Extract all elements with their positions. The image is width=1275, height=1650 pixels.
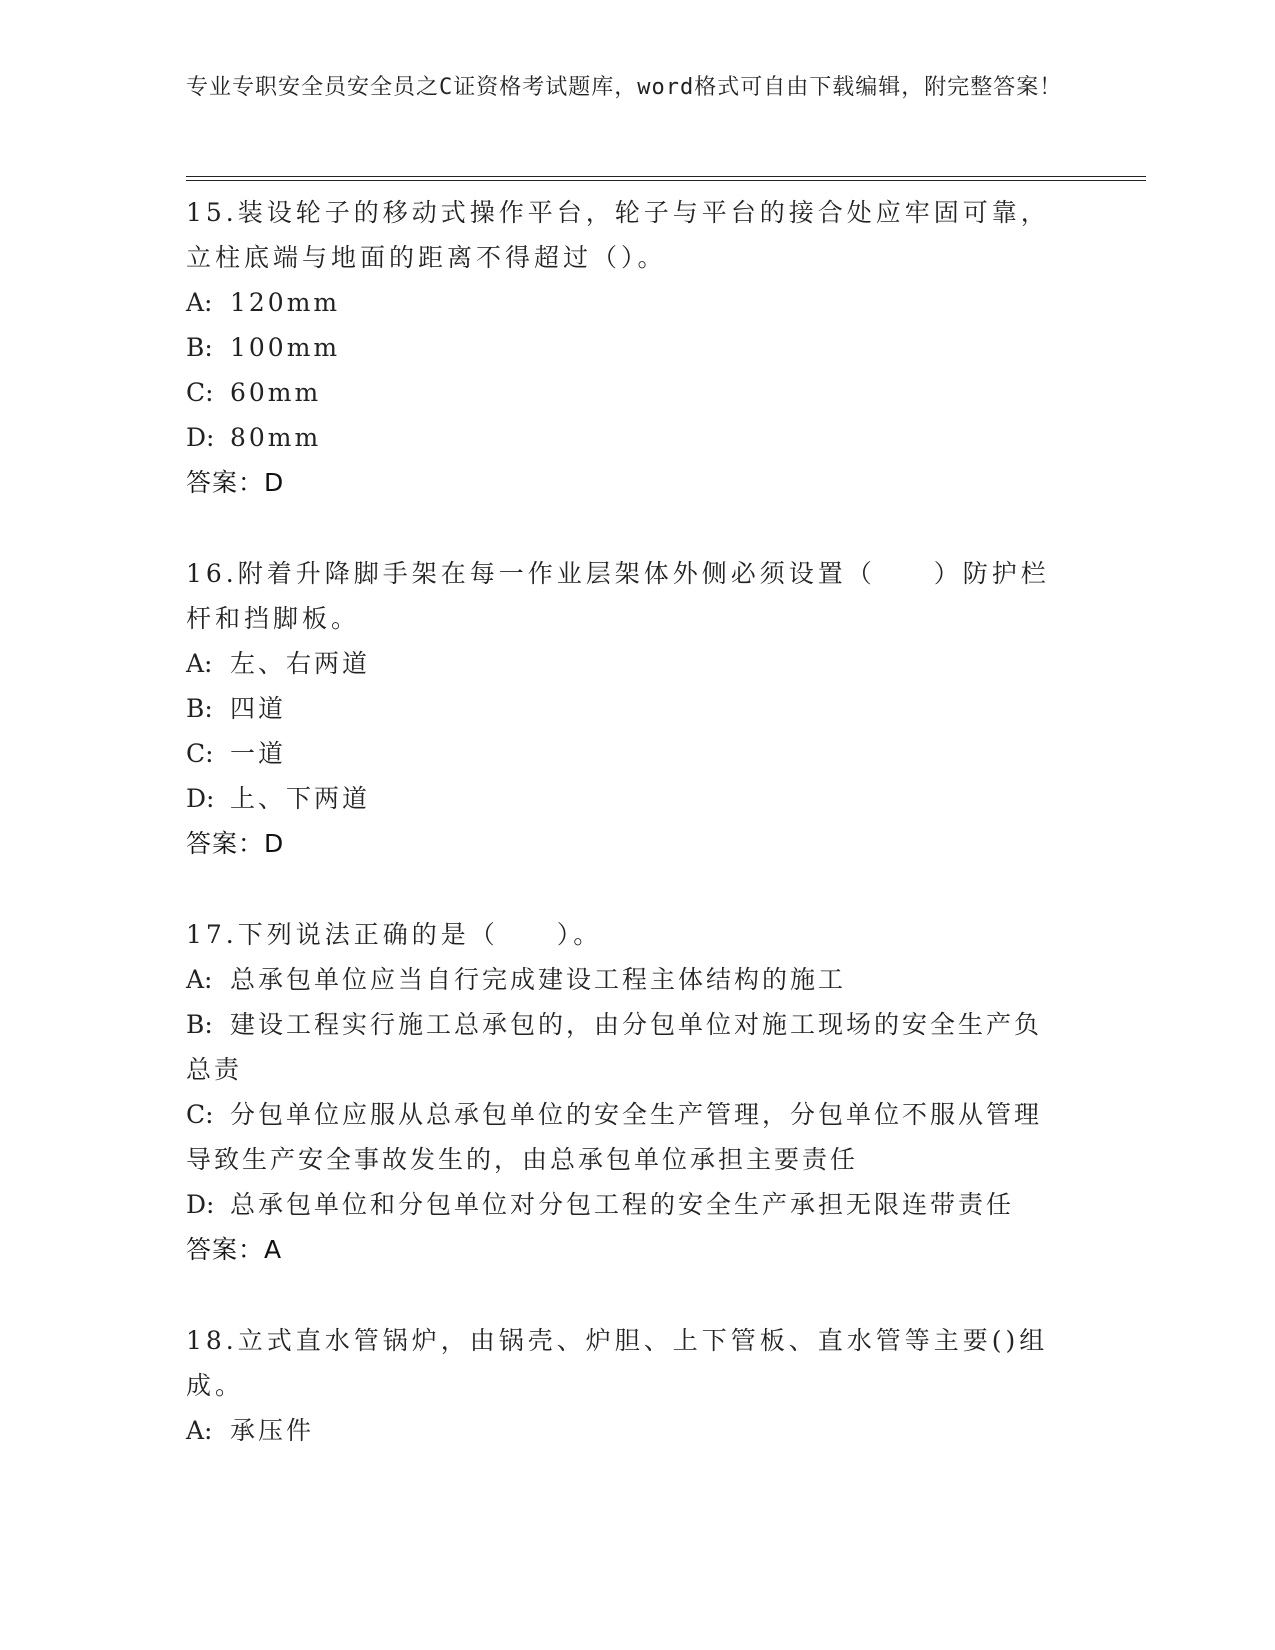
- option-letter: C:: [186, 1100, 214, 1129]
- document-page: [186, 0, 1146, 1650]
- option-text: 总承包单位和分包单位对分包工程的安全生产承担无限连带责任: [230, 1190, 1015, 1219]
- option-letter: A:: [186, 965, 213, 994]
- option-letter: B:: [186, 333, 213, 362]
- answer-label: 答案：D: [186, 468, 285, 497]
- option-text: 总承包单位应当自行完成建设工程主体结构的施工: [230, 965, 847, 994]
- question-text: 15.装设轮子的移动式操作平台，轮子与平台的接合处应牢固可靠，立柱底端与地面的距离不得超过（）。: [186, 198, 1050, 272]
- option-letter: C:: [186, 378, 214, 407]
- option-list: [186, 957, 1066, 1227]
- question-17: [186, 912, 1066, 1272]
- option-text: 分包单位应服从总承包单位的安全生产管理，分包单位不服从管理导致生产安全事故发生的，由总承包单位承担主要责任: [186, 1100, 1043, 1174]
- option-a: [186, 641, 1066, 686]
- question-text: 16.附着升降脚手架在每一作业层架体外侧必须设置（ ）防护栏杆和挡脚板。: [186, 559, 1050, 633]
- option-b: [186, 325, 1066, 370]
- option-a: [186, 1408, 1066, 1453]
- option-d: [186, 776, 1066, 821]
- option-text: 一道: [230, 739, 287, 768]
- option-text: 四道: [230, 694, 287, 723]
- option-a: [186, 280, 1066, 325]
- option-text: 建设工程实行施工总承包的，由分包单位对施工现场的安全生产负总责: [186, 1010, 1043, 1084]
- question-16: [186, 551, 1066, 866]
- option-letter: D:: [186, 423, 215, 452]
- question-text: 18.立式直水管锅炉，由锅壳、炉胆、上下管板、直水管等主要()组成。: [186, 1326, 1049, 1400]
- option-list: [186, 1408, 1066, 1453]
- option-letter: A:: [186, 649, 213, 678]
- option-b: [186, 1002, 1066, 1092]
- option-letter: A:: [186, 288, 213, 317]
- option-letter: B:: [186, 1010, 213, 1039]
- option-text: 上、下两道: [230, 784, 371, 813]
- question-list: [186, 190, 1066, 1499]
- option-letter: A:: [186, 1416, 213, 1445]
- option-d: [186, 1182, 1066, 1227]
- option-a: [186, 957, 1066, 1002]
- option-c: [186, 1092, 1066, 1182]
- answer-label: 答案：A: [186, 1235, 283, 1264]
- document-header: 专业专职安全员安全员之C证资格考试题库，word格式可自由下载编辑，附完整答案！: [186, 75, 1063, 100]
- option-list: [186, 280, 1066, 460]
- option-text: 100mm: [230, 333, 341, 362]
- option-text: 60mm: [230, 378, 322, 407]
- question-18: [186, 1318, 1066, 1453]
- option-c: [186, 370, 1066, 415]
- header-divider: [186, 176, 1146, 181]
- question-text: 17.下列说法正确的是（ ）。: [186, 920, 603, 949]
- option-letter: D:: [186, 784, 215, 813]
- option-d: [186, 415, 1066, 460]
- option-text: 120mm: [230, 288, 341, 317]
- answer-label: 答案：D: [186, 829, 285, 858]
- option-letter: C:: [186, 739, 214, 768]
- option-text: 承压件: [230, 1416, 315, 1445]
- option-text: 左、右两道: [230, 649, 371, 678]
- option-b: [186, 686, 1066, 731]
- option-text: 80mm: [230, 423, 322, 452]
- option-list: [186, 641, 1066, 821]
- option-c: [186, 731, 1066, 776]
- option-letter: D:: [186, 1190, 215, 1219]
- question-15: [186, 190, 1066, 505]
- option-letter: B:: [186, 694, 213, 723]
